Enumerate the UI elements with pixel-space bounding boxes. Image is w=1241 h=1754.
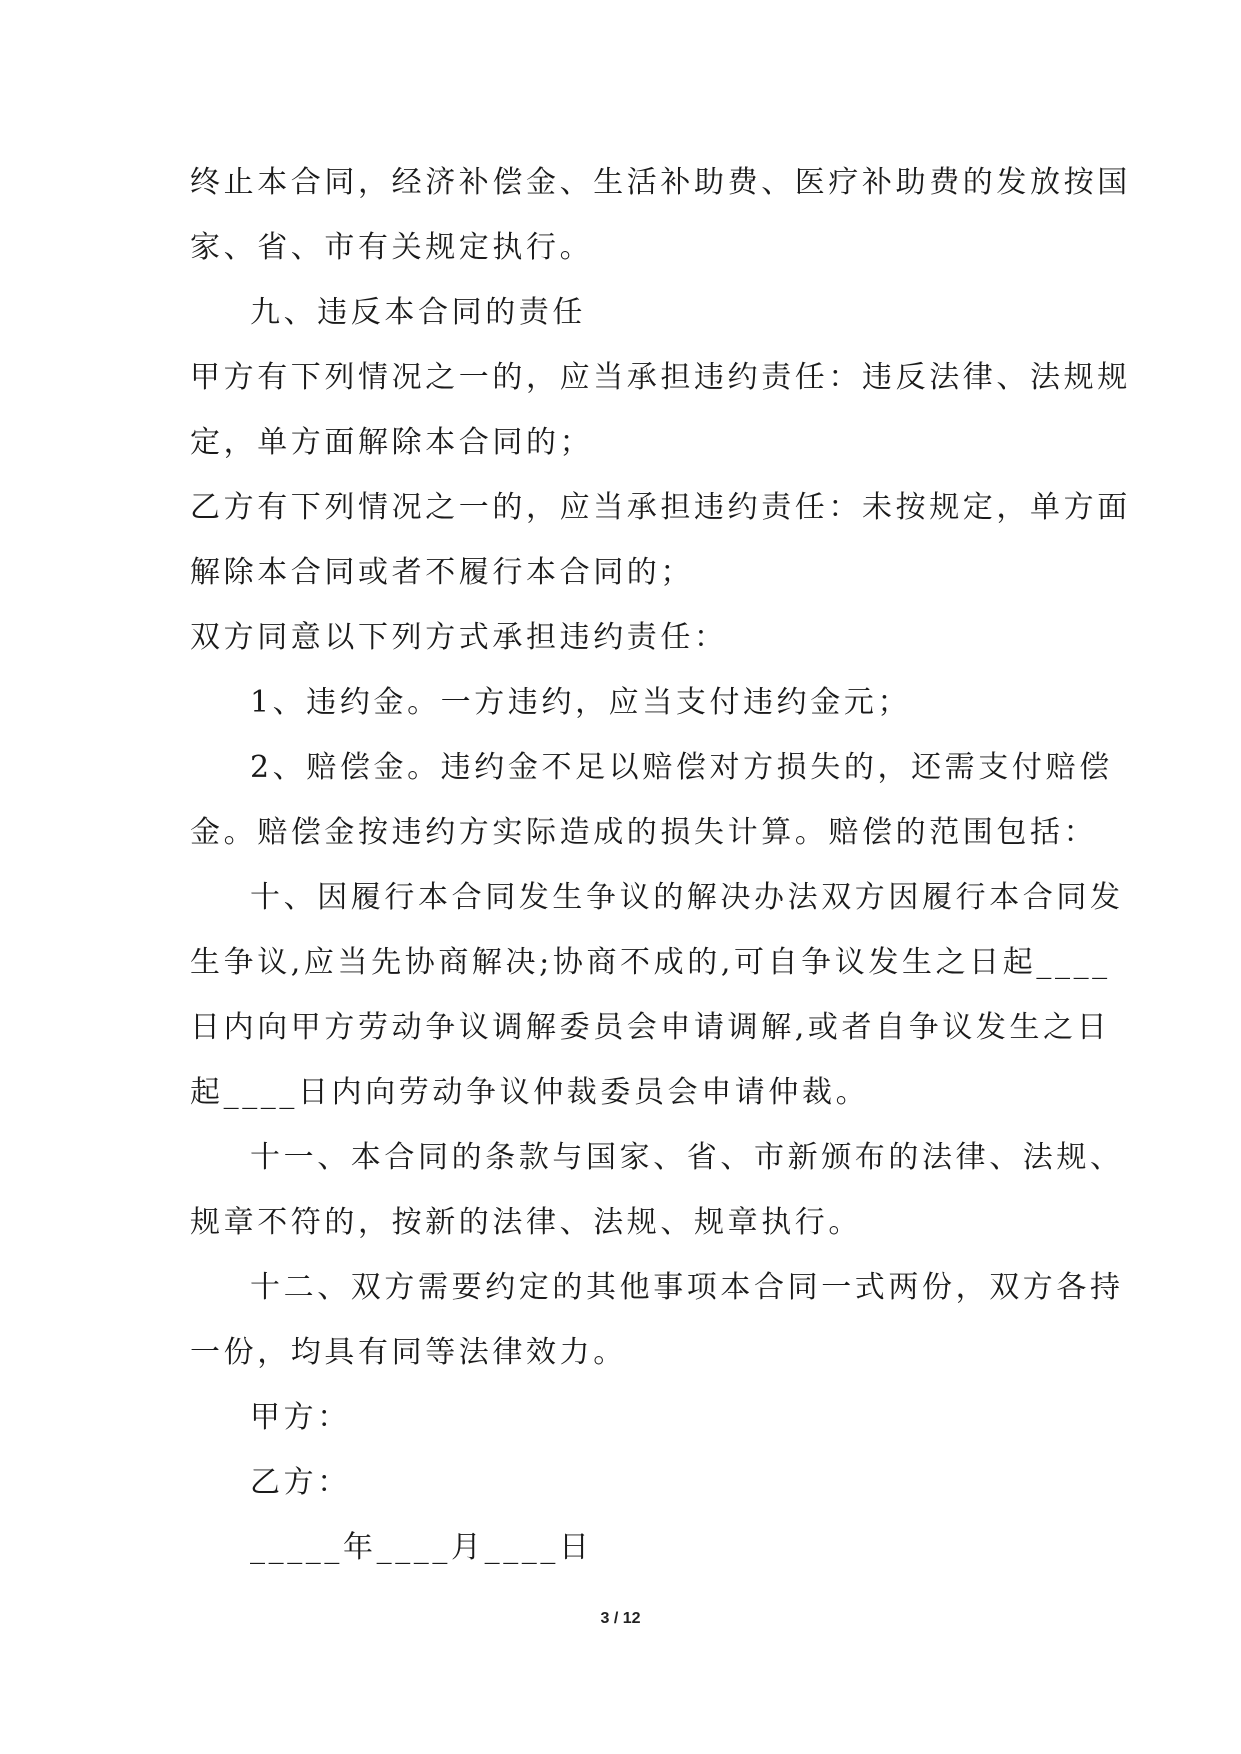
paragraph-line: 定，单方面解除本合同的； xyxy=(190,425,594,460)
paragraph-line: 乙方有下列情况之一的，应当承担违约责任：未按规定，单方面 xyxy=(190,490,1131,525)
list-item: 1、违约金。一方违约，应当支付违约金元； xyxy=(250,685,912,720)
paragraph-line: 日内向甲方劳动争议调解委员会申请调解,或者自争议发生之日 xyxy=(190,1010,1111,1045)
paragraph-line: 甲方有下列情况之一的，应当承担违约责任：违反法律、法规规 xyxy=(190,360,1131,395)
paragraph-line: 一份，均具有同等法律效力。 xyxy=(190,1335,627,1370)
page-number: 3 / 12 xyxy=(600,1610,641,1627)
signature-party-b: 乙方： xyxy=(250,1465,351,1500)
signature-date: _____年____月____日 xyxy=(250,1530,593,1565)
section-heading: 九、违反本合同的责任 xyxy=(250,295,586,330)
paragraph-line: 金。赔偿金按违约方实际造成的损失计算。赔偿的范围包括： xyxy=(190,815,1098,850)
signature-party-a: 甲方： xyxy=(250,1400,351,1435)
paragraph-line: 终止本合同，经济补偿金、生活补助费、医疗补助费的发放按国 xyxy=(190,165,1131,200)
list-item: 2、赔偿金。违约金不足以赔偿对方损失的，还需支付赔偿 xyxy=(250,750,1113,785)
paragraph-line: 双方同意以下列方式承担违约责任： xyxy=(190,620,728,655)
paragraph-line: 规章不符的，按新的法律、法规、规章执行。 xyxy=(190,1205,862,1240)
section-heading: 十二、双方需要约定的其他事项本合同一式两份，双方各持 xyxy=(250,1270,1124,1305)
paragraph-line: 生争议,应当先协商解决;协商不成的,可自争议发生之日起____ xyxy=(190,945,1111,980)
section-heading: 十、因履行本合同发生争议的解决办法双方因履行本合同发 xyxy=(250,880,1124,915)
section-heading: 十一、本合同的条款与国家、省、市新颁布的法律、法规、 xyxy=(250,1140,1124,1175)
document-body xyxy=(190,158,1131,1588)
paragraph-line: 解除本合同或者不履行本合同的； xyxy=(190,555,694,590)
paragraph-line: 起____日内向劳动争议仲裁委员会申请仲裁。 xyxy=(190,1075,870,1110)
paragraph-line: 家、省、市有关规定执行。 xyxy=(190,230,594,265)
